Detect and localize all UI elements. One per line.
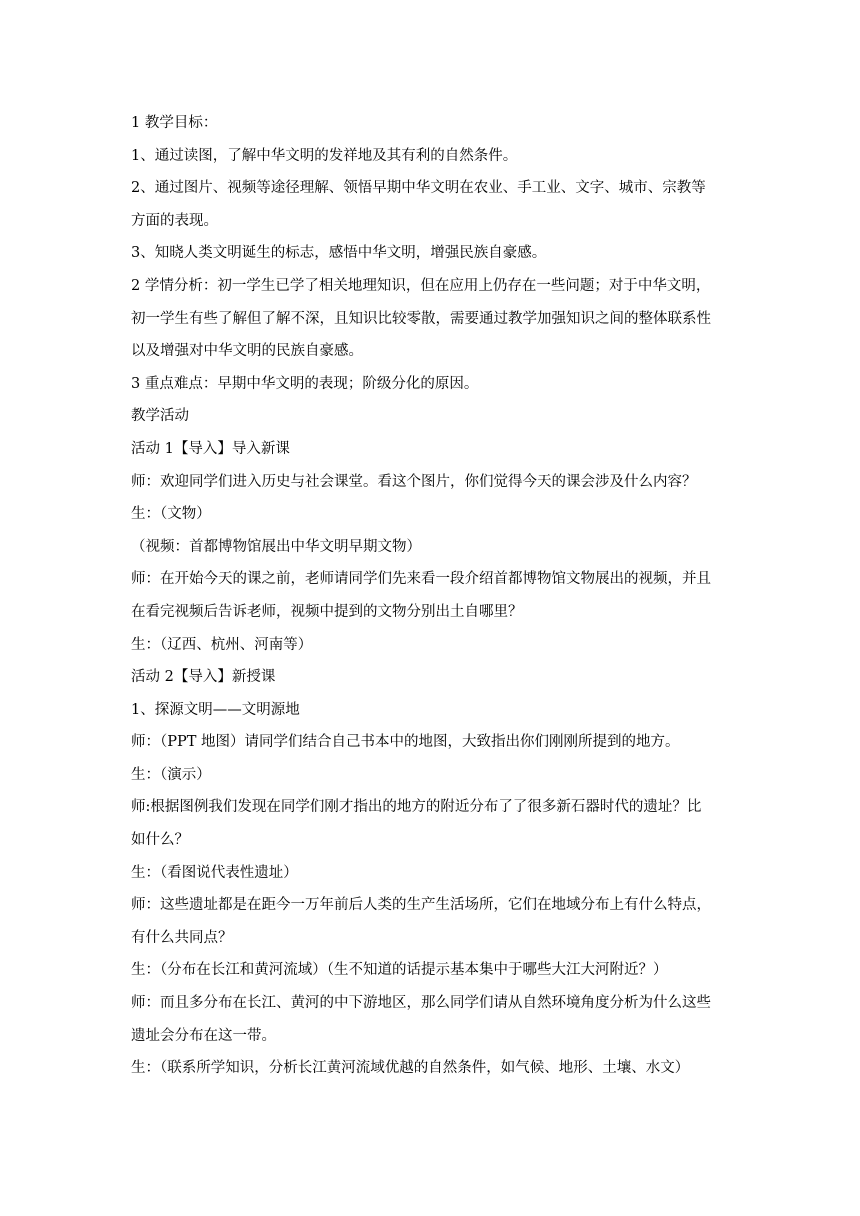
- text-line: 初一学生有些了解但了解不深，且知识比较零散，需要通过教学加强知识之间的整体联系性: [131, 310, 711, 327]
- text-line: 遗址会分布在这一带。: [131, 1027, 276, 1044]
- text-line: 教学活动: [131, 408, 189, 425]
- text-line: 生：（看图说代表性遗址）: [131, 864, 298, 881]
- text-line: 活动 1【导入】导入新课: [131, 440, 290, 457]
- text-line: 生：（文物）: [131, 506, 211, 523]
- text-line: 生：（分布在长江和黄河流域）（生不知道的话提示基本集中于哪些大江大河附近？）: [131, 962, 668, 979]
- text-line: 如什么？: [131, 832, 189, 849]
- text-line: 生：（演示）: [131, 766, 211, 783]
- text-line: 方面的表现。: [131, 212, 218, 229]
- text-line: 师：欢迎同学们进入历史与社会课堂。看这个图片，你们觉得今天的课会涉及什么内容？: [131, 473, 697, 490]
- document-body: [131, 110, 731, 1088]
- text-line: 生：（辽西、杭州、河南等）: [131, 636, 313, 653]
- text-line: 活动 2【导入】新授课: [131, 669, 276, 686]
- text-line: 2 学情分析：初一学生已学了相关地理知识，但在应用上仍存在一些问题；对于中华文明，: [131, 277, 711, 294]
- text-line: 2、通过图片、视频等途径理解、领悟早期中华文明在农业、手工业、文字、城市、宗教等: [131, 180, 706, 197]
- text-line: 师：（PPT 地图）请同学们结合自己书本中的地图，大致指出你们刚刚所提到的地方。: [131, 734, 680, 751]
- text-line: 3、知晓人类文明诞生的标志，感悟中华文明，增强民族自豪感。: [131, 245, 547, 262]
- text-line: 有什么共同点？: [131, 929, 233, 946]
- text-line: 1、探源文明——文明源地: [131, 701, 300, 718]
- text-line: 以及增强对中华文明的民族自豪感。: [131, 343, 363, 360]
- text-line: 师：而且多分布在长江、黄河的中下游地区，那么同学们请从自然环境角度分析为什么这些: [131, 995, 711, 1012]
- text-line: 师：在开始今天的课之前，老师请同学们先来看一段介绍首都博物馆文物展出的视频，并且: [131, 571, 711, 588]
- text-line: （视频：首都博物馆展出中华文明早期文物）: [131, 538, 421, 555]
- text-line: 生：（联系所学知识，分析长江黄河流域优越的自然条件，如气候、地形、土壤、水文）: [131, 1060, 690, 1077]
- text-line: 3 重点难点：早期中华文明的表现；阶级分化的原因。: [131, 375, 479, 392]
- text-line: 1、通过读图，了解中华文明的发祥地及其有利的自然条件。: [131, 147, 518, 164]
- text-line: 师:根据图例我们发现在同学们刚才指出的地方的附近分布了了很多新石器时代的遗址？比: [131, 799, 702, 816]
- text-line: 在看完视频后告诉老师，视频中提到的文物分别出土自哪里？: [131, 603, 523, 620]
- text-line: 师：这些遗址都是在距今一万年前后人类的生产生活场所，它们在地域分布上有什么特点，: [131, 897, 711, 914]
- text-line: 1 教学目标：: [131, 115, 218, 131]
